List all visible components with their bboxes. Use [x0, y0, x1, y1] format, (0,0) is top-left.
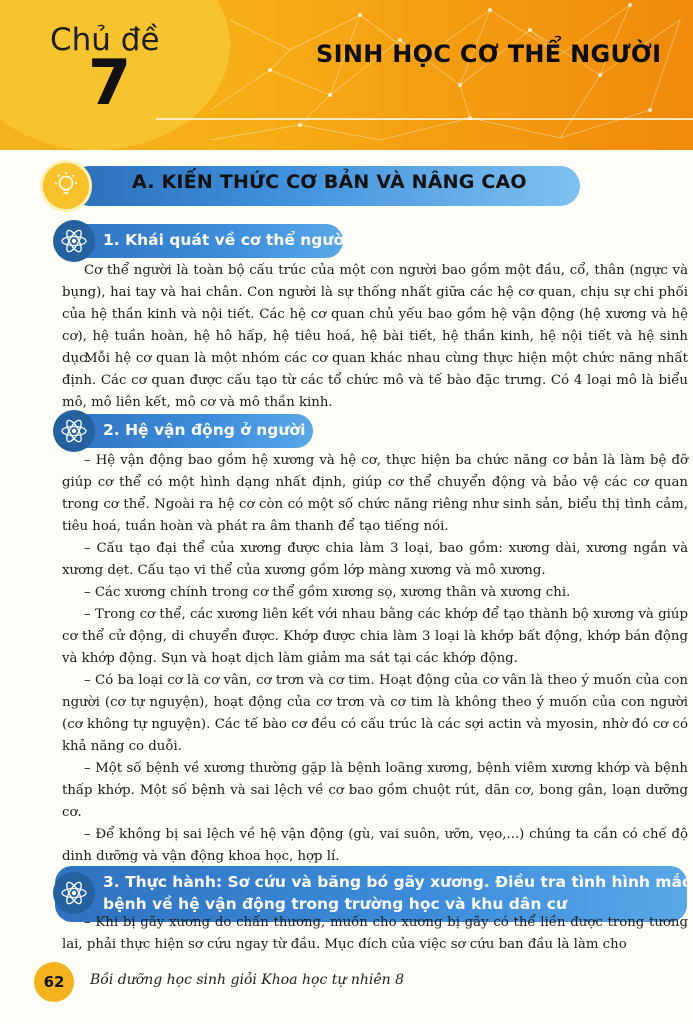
section-3-paragraph: – Khi bị gãy xương do chấn thương, muốn cho xương bị gãy có thể liền được trong tương lai, phải thực hiện sơ cứu ngay từ đầu. Mục đích của việc sơ cứu ban đầu là làm cho — [62, 915, 688, 952]
section-2-paragraph: – Có ba loại cơ là cơ vân, cơ trơn và cơ tim. Hoạt động của cơ vân là theo ý muốn của con người (cơ tự nguyện), hoạt động của cơ trơn và cơ tim là không theo ý muốn của con người (cơ không tự nguyện). Các tế bào cơ đều có cấu trúc là các sợi actin và myosin, nhờ đó cơ có khả năng co duỗi. — [62, 673, 688, 754]
atom-icon — [53, 410, 95, 452]
section-1-header — [55, 224, 350, 258]
section-2-header — [55, 414, 313, 448]
book-title: Bồi dưỡng học sinh giỏi Khoa học tự nhiên 8 — [90, 972, 404, 988]
chapter-number: 7 — [88, 46, 132, 119]
chapter-title: SINH HỌC CƠ THỂ NGƯỜI — [316, 40, 662, 68]
section-2-paragraph: – Trong cơ thể, các xương liên kết với nhau bằng các khớp để tạo thành bộ xương và giúp cơ thể cử động, di chuyển được. Khớp được chia làm 3 loại là khớp bất động, khớp bán động và khớp động. Sụn và hoạt dịch làm giảm ma sát tại các khớp động. — [62, 607, 688, 666]
section-2-paragraph: – Cấu tạo đại thể của xương được chia làm 3 loại, bao gồm: xương dài, xương ngắn và xương dẹt. Cấu tạo vi thể của xương gồm lớp màng xương và mô xương. — [62, 541, 688, 578]
section-3-title-line-1: 3. Thực hành: Sơ cứu và băng bó gãy xương. Điều tra tình hình mắc — [103, 873, 692, 891]
section-2-paragraph: – Hệ vận động bao gồm hệ xương và hệ cơ, thực hiện ba chức năng cơ bản là làm bệ đỡ giúp cơ thể có một hình dạng nhất định, giúp cơ thể chuyển động và bảo vệ các cơ quan trong cơ thể. Ngoài ra hệ cơ còn có một số chức năng riêng như sinh sản, biểu thị tình cảm, tiêu hoá, tuần hoàn và phát ra âm thanh để tạo tiếng nói. — [62, 453, 688, 534]
atom-icon — [53, 872, 95, 914]
section-1-paragraph: Cơ thể người là toàn bộ cấu trúc của một con người bao gồm một đầu, cổ, thân (ngực và bụng), hai tay và hai chân. Con người là sự thống nhất giữa các hệ cơ quan, chịu sự chi phối của hệ thần kinh và nội tiết. Các hệ cơ quan chủ yếu bao gồm hệ vận động (hệ xương và hệ cơ), hệ tuần hoàn, hệ hô hấp, hệ tiêu hoá, hệ bài tiết, hệ thần kinh, hệ nội tiết và hệ sinh dục. — [62, 263, 688, 366]
chapter-label: Chủ đề — [50, 22, 160, 58]
atom-icon — [53, 220, 95, 262]
section-a-title: A. KIẾN THỨC CƠ BẢN VÀ NÂNG CAO — [132, 171, 527, 193]
lightbulb-icon — [40, 160, 92, 212]
chapter-banner — [0, 0, 693, 150]
page-number: 62 — [34, 962, 74, 1002]
section-1-title: 1. Khái quát về cơ thể người — [103, 231, 350, 249]
section-2-paragraph: – Các xương chính trong cơ thể gồm xương sọ, xương thân và xương chi. — [84, 585, 571, 600]
network-background-graphic — [210, 0, 693, 150]
section-3-title — [103, 871, 691, 915]
banner-divider — [156, 118, 693, 120]
section-a-header — [40, 160, 580, 210]
section-2-paragraph: – Để không bị sai lệch về hệ vận động (gù, vai suôn, ưỡn, vẹo,...) chúng ta cần có chế độ dinh dưỡng và vận động khoa học, hợp lí. — [62, 827, 688, 864]
section-2-paragraph: – Một số bệnh về xương thường gặp là bệnh loãng xương, bệnh viêm xương khớp và bệnh thấp khớp. Một số bệnh và sai lệch về cơ bao gồm chuột rút, dãn cơ, bong gân, loạn dưỡng cơ. — [62, 761, 688, 820]
section-3-title-line-2: bệnh về hệ vận động trong trường học và khu dân cư — [103, 895, 567, 913]
section-2-title: 2. Hệ vận động ở người — [103, 421, 306, 439]
section-1-paragraph: Mỗi hệ cơ quan là một nhóm các cơ quan khác nhau cùng thực hiện một chức năng nhất định. Các cơ quan được cấu tạo từ các tổ chức mô và tế bào đặc trưng. Có 4 loại mô là biểu mô, mô liên kết, mô cơ và mô thần kinh. — [62, 351, 688, 410]
